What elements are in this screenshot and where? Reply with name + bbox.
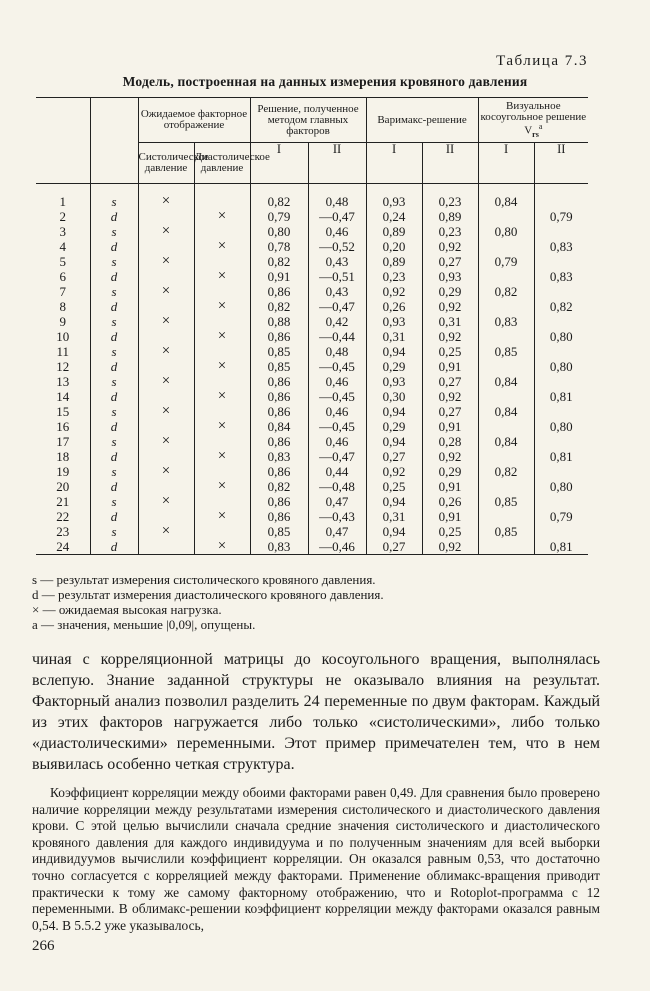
cell-diastolic-mark: × xyxy=(194,539,250,555)
cell-varimax-ii: 0,91 xyxy=(422,479,478,494)
cell-visual-i xyxy=(478,479,534,494)
cell-varimax-ii: 0,27 xyxy=(422,374,478,389)
cell-varimax-i: 0,89 xyxy=(366,224,422,239)
cell-row-number: 11 xyxy=(36,344,90,359)
cell-visual-ii: 0,83 xyxy=(534,269,588,284)
cell-row-number: 17 xyxy=(36,434,90,449)
cell-diastolic-mark: × xyxy=(194,329,250,344)
cell-variable-type: d xyxy=(90,359,138,374)
cell-systolic-mark xyxy=(138,329,194,344)
cell-varimax-i: 0,94 xyxy=(366,434,422,449)
cell-variable-type: s xyxy=(90,464,138,479)
header-visual xyxy=(478,98,588,143)
cell-variable-type: d xyxy=(90,509,138,524)
cell-principal-ii: —0,46 xyxy=(308,539,366,555)
cell-diastolic-mark xyxy=(194,224,250,239)
cell-row-number: 2 xyxy=(36,209,90,224)
header-expected: Ожидаемое факторное отображение xyxy=(138,98,250,143)
table-row xyxy=(36,269,646,284)
cell-visual-ii: 0,80 xyxy=(534,329,588,344)
cell-varimax-i: 0,31 xyxy=(366,509,422,524)
cell-visual-i: 0,84 xyxy=(478,374,534,389)
cell-variable-type: s xyxy=(90,224,138,239)
cell-systolic-mark: × xyxy=(138,314,194,329)
cell-diastolic-mark: × xyxy=(194,449,250,464)
cell-principal-ii: 0,47 xyxy=(308,524,366,539)
cell-diastolic-mark xyxy=(194,524,250,539)
cell-systolic-mark xyxy=(138,449,194,464)
cell-principal-ii: —0,48 xyxy=(308,479,366,494)
table-label: Таблица 7.3 xyxy=(496,53,588,69)
cell-variable-type: s xyxy=(90,404,138,419)
cell-varimax-ii: 0,29 xyxy=(422,284,478,299)
cell-visual-i xyxy=(478,389,534,404)
cell-systolic-mark: × xyxy=(138,524,194,539)
cell-visual-ii xyxy=(534,464,588,479)
header-varimax: Варимакс-решение xyxy=(366,98,478,143)
cell-row-number: 9 xyxy=(36,314,90,329)
cell-principal-ii: 0,46 xyxy=(308,434,366,449)
cell-visual-ii xyxy=(534,404,588,419)
cell-principal-i: 0,91 xyxy=(250,269,308,284)
cell-principal-ii: —0,44 xyxy=(308,329,366,344)
cell-varimax-i: 0,20 xyxy=(366,239,422,254)
cell-row-number: 23 xyxy=(36,524,90,539)
cell-visual-ii: 0,79 xyxy=(534,209,588,224)
cell-visual-i xyxy=(478,509,534,524)
cell-row-number: 24 xyxy=(36,539,90,555)
cell-visual-i: 0,82 xyxy=(478,464,534,479)
cell-visual-i: 0,82 xyxy=(478,284,534,299)
cell-diastolic-mark: × xyxy=(194,239,250,254)
cell-visual-i xyxy=(478,329,534,344)
cell-varimax-i: 0,27 xyxy=(366,539,422,555)
cell-systolic-mark: × xyxy=(138,464,194,479)
table-row xyxy=(36,209,646,224)
header-principal-factors: Решение, полученное методом главных факторов xyxy=(250,98,366,143)
cell-principal-ii: —0,47 xyxy=(308,449,366,464)
table-row xyxy=(36,539,646,555)
cell-visual-ii: 0,81 xyxy=(534,449,588,464)
cell-diastolic-mark xyxy=(194,284,250,299)
cell-systolic-mark xyxy=(138,299,194,314)
cell-varimax-ii: 0,89 xyxy=(422,209,478,224)
cell-principal-i: 0,82 xyxy=(250,254,308,269)
footnote: s — результат измерения систолического кровяного давления. xyxy=(32,572,376,587)
cell-variable-type: s xyxy=(90,254,138,269)
table-row xyxy=(36,314,646,329)
cell-row-number: 20 xyxy=(36,479,90,494)
cell-principal-ii: —0,47 xyxy=(308,299,366,314)
cell-variable-type: d xyxy=(90,539,138,555)
cell-row-number: 15 xyxy=(36,404,90,419)
header-varimax-ii: II xyxy=(422,143,478,184)
cell-systolic-mark: × xyxy=(138,254,194,269)
cell-diastolic-mark: × xyxy=(194,269,250,284)
table-row xyxy=(36,184,646,210)
cell-principal-ii: —0,43 xyxy=(308,509,366,524)
table-row xyxy=(36,359,646,374)
cell-row-number: 8 xyxy=(36,299,90,314)
cell-systolic-mark: × xyxy=(138,404,194,419)
cell-principal-i: 0,78 xyxy=(250,239,308,254)
cell-principal-i: 0,86 xyxy=(250,389,308,404)
cell-visual-i xyxy=(478,269,534,284)
cell-varimax-i: 0,93 xyxy=(366,374,422,389)
cell-variable-type: s xyxy=(90,344,138,359)
cell-principal-i: 0,79 xyxy=(250,209,308,224)
cell-varimax-ii: 0,26 xyxy=(422,494,478,509)
cell-varimax-i: 0,92 xyxy=(366,464,422,479)
cell-diastolic-mark xyxy=(194,374,250,389)
cell-diastolic-mark xyxy=(194,434,250,449)
cell-varimax-i: 0,94 xyxy=(366,494,422,509)
cell-varimax-ii: 0,92 xyxy=(422,329,478,344)
cell-systolic-mark: × xyxy=(138,224,194,239)
cell-row-number: 21 xyxy=(36,494,90,509)
cell-principal-i: 0,86 xyxy=(250,434,308,449)
table-row xyxy=(36,449,646,464)
table-row xyxy=(36,329,646,344)
cell-diastolic-mark xyxy=(194,314,250,329)
cell-principal-i: 0,82 xyxy=(250,299,308,314)
cell-systolic-mark: × xyxy=(138,434,194,449)
cell-row-number: 19 xyxy=(36,464,90,479)
footnote: d — результат измерения диастолического кровяного давления. xyxy=(32,587,384,602)
table-row xyxy=(36,464,646,479)
cell-principal-i: 0,80 xyxy=(250,224,308,239)
cell-principal-i: 0,86 xyxy=(250,464,308,479)
table-row xyxy=(36,509,646,524)
cell-variable-type: s xyxy=(90,374,138,389)
table-row xyxy=(36,524,646,539)
cell-varimax-ii: 0,91 xyxy=(422,359,478,374)
cell-systolic-mark xyxy=(138,509,194,524)
cell-systolic-mark: × xyxy=(138,374,194,389)
cell-principal-i: 0,86 xyxy=(250,509,308,524)
cell-visual-ii xyxy=(534,284,588,299)
cell-visual-i xyxy=(478,539,534,555)
paragraph-1: чиная с корреляционной матрицы до косоугольного вращения, выполнялась вслепую. Знание заданной структуры не оказывало влияния на результат. Факторный анализ позволил разделить 24 переменные по двум факторам. Каждый из этих факторов нагружается либо только «систолическими», либо только «диастолическими» переменными. Этот пример примечателен тем, что в нем выявилась особенно четкая структура. xyxy=(32,651,600,773)
cell-principal-i: 0,88 xyxy=(250,314,308,329)
header-diastolic: Диастолическое давление xyxy=(194,143,250,184)
cell-visual-i: 0,80 xyxy=(478,224,534,239)
cell-principal-ii: —0,51 xyxy=(308,269,366,284)
cell-visual-i: 0,85 xyxy=(478,344,534,359)
cell-varimax-i: 0,23 xyxy=(366,269,422,284)
header-visual-text: Визуальное косоугольное решение V xyxy=(480,100,587,137)
cell-variable-type: s xyxy=(90,434,138,449)
cell-visual-i: 0,85 xyxy=(478,494,534,509)
cell-visual-i xyxy=(478,419,534,434)
cell-row-number: 1 xyxy=(36,184,90,210)
cell-visual-ii: 0,80 xyxy=(534,359,588,374)
cell-row-number: 18 xyxy=(36,449,90,464)
cell-visual-i xyxy=(478,359,534,374)
cell-principal-ii: 0,48 xyxy=(308,344,366,359)
cell-varimax-i: 0,89 xyxy=(366,254,422,269)
table-row xyxy=(36,254,646,269)
cell-varimax-i: 0,26 xyxy=(366,299,422,314)
cell-visual-ii xyxy=(534,254,588,269)
cell-row-number: 12 xyxy=(36,359,90,374)
cell-varimax-ii: 0,25 xyxy=(422,344,478,359)
header-variable-type xyxy=(90,98,138,184)
cell-principal-ii: 0,46 xyxy=(308,224,366,239)
header-varimax-i: I xyxy=(366,143,422,184)
cell-varimax-i: 0,94 xyxy=(366,344,422,359)
cell-visual-ii xyxy=(534,184,588,210)
cell-varimax-i: 0,92 xyxy=(366,284,422,299)
cell-systolic-mark xyxy=(138,419,194,434)
cell-row-number: 6 xyxy=(36,269,90,284)
cell-principal-ii: —0,52 xyxy=(308,239,366,254)
cell-varimax-i: 0,25 xyxy=(366,479,422,494)
cell-varimax-ii: 0,92 xyxy=(422,299,478,314)
cell-systolic-mark xyxy=(138,359,194,374)
cell-variable-type: d xyxy=(90,479,138,494)
cell-varimax-i: 0,93 xyxy=(366,314,422,329)
cell-principal-i: 0,86 xyxy=(250,284,308,299)
cell-visual-ii: 0,81 xyxy=(534,389,588,404)
cell-varimax-i: 0,30 xyxy=(366,389,422,404)
table-row xyxy=(36,419,646,434)
cell-systolic-mark xyxy=(138,389,194,404)
cell-principal-ii: 0,43 xyxy=(308,284,366,299)
cell-principal-ii: 0,43 xyxy=(308,254,366,269)
cell-varimax-i: 0,94 xyxy=(366,524,422,539)
cell-systolic-mark: × xyxy=(138,284,194,299)
cell-diastolic-mark xyxy=(194,344,250,359)
cell-diastolic-mark xyxy=(194,254,250,269)
loadings-table xyxy=(36,97,646,555)
cell-systolic-mark xyxy=(138,269,194,284)
cell-principal-ii: 0,47 xyxy=(308,494,366,509)
cell-diastolic-mark: × xyxy=(194,419,250,434)
cell-systolic-mark xyxy=(138,539,194,555)
cell-principal-i: 0,86 xyxy=(250,494,308,509)
cell-varimax-ii: 0,23 xyxy=(422,224,478,239)
cell-visual-ii: 0,80 xyxy=(534,419,588,434)
cell-varimax-ii: 0,25 xyxy=(422,524,478,539)
cell-diastolic-mark: × xyxy=(194,479,250,494)
cell-variable-type: s xyxy=(90,524,138,539)
cell-principal-ii: —0,47 xyxy=(308,209,366,224)
cell-varimax-ii: 0,29 xyxy=(422,464,478,479)
cell-visual-i xyxy=(478,239,534,254)
cell-visual-i: 0,85 xyxy=(478,524,534,539)
cell-visual-ii xyxy=(534,524,588,539)
cell-varimax-ii: 0,92 xyxy=(422,539,478,555)
cell-visual-i xyxy=(478,209,534,224)
paragraph-2: Коэффициент корреляции между обоими факторами равен 0,49. Для сравнения было проверено наличие корреляции между результатами измерения систолического и диастолического давления крови. С этой целью вычислили сначала средние значения систолического и диастолического кровяного давления для каждого индивидуума и по полученным значениям для всей выборки индивидуумов вычислили коэффициент корреляции. Он оказался равным 0,53, что достаточно точно согласуется с корреляцией между факторами. Применение облимакс-вращения приводит практически к тому же самому факторному отображению, что и Rotoplot-программа с 12 переменными. В облимакс-решении коэффициент корреляции между факторами оказался равным 0,54. В 5.5.2 уже указывалось, xyxy=(32,785,600,933)
cell-variable-type: s xyxy=(90,284,138,299)
cell-row-number: 10 xyxy=(36,329,90,344)
cell-principal-i: 0,82 xyxy=(250,184,308,210)
table-row xyxy=(36,344,646,359)
cell-principal-i: 0,85 xyxy=(250,359,308,374)
cell-principal-ii: 0,48 xyxy=(308,184,366,210)
cell-varimax-ii: 0,92 xyxy=(422,449,478,464)
cell-principal-i: 0,83 xyxy=(250,539,308,555)
cell-diastolic-mark: × xyxy=(194,359,250,374)
cell-visual-ii: 0,82 xyxy=(534,299,588,314)
header-visual-ii: II xyxy=(534,143,588,184)
cell-varimax-ii: 0,92 xyxy=(422,239,478,254)
header-principal-i: I xyxy=(250,143,308,184)
cell-principal-i: 0,82 xyxy=(250,479,308,494)
cell-principal-ii: 0,46 xyxy=(308,374,366,389)
table-row xyxy=(36,299,646,314)
cell-principal-i: 0,86 xyxy=(250,329,308,344)
cell-variable-type: d xyxy=(90,269,138,284)
cell-principal-ii: 0,44 xyxy=(308,464,366,479)
cell-diastolic-mark: × xyxy=(194,299,250,314)
cell-diastolic-mark: × xyxy=(194,389,250,404)
header-systolic: Систолическое давление xyxy=(138,143,194,184)
table-row xyxy=(36,404,646,419)
cell-variable-type: d xyxy=(90,239,138,254)
header-visual-sub: rs xyxy=(532,129,539,139)
cell-varimax-i: 0,31 xyxy=(366,329,422,344)
cell-diastolic-mark xyxy=(194,404,250,419)
cell-systolic-mark xyxy=(138,239,194,254)
cell-visual-ii xyxy=(534,314,588,329)
footnote: а — значения, меньшие |0,09|, опущены. xyxy=(32,617,256,632)
cell-variable-type: d xyxy=(90,389,138,404)
cell-variable-type: d xyxy=(90,449,138,464)
cell-visual-i xyxy=(478,299,534,314)
cell-visual-ii: 0,81 xyxy=(534,539,588,555)
cell-visual-i: 0,84 xyxy=(478,404,534,419)
cell-visual-i: 0,83 xyxy=(478,314,534,329)
cell-variable-type: d xyxy=(90,329,138,344)
cell-systolic-mark xyxy=(138,209,194,224)
table-row xyxy=(36,239,646,254)
table-row xyxy=(36,434,646,449)
cell-variable-type: d xyxy=(90,299,138,314)
cell-principal-ii: 0,42 xyxy=(308,314,366,329)
cell-principal-i: 0,83 xyxy=(250,449,308,464)
cell-variable-type: d xyxy=(90,209,138,224)
cell-visual-ii xyxy=(534,374,588,389)
cell-visual-ii xyxy=(534,494,588,509)
cell-row-number: 5 xyxy=(36,254,90,269)
cell-diastolic-mark xyxy=(194,494,250,509)
cell-visual-ii xyxy=(534,224,588,239)
cell-visual-ii: 0,80 xyxy=(534,479,588,494)
cell-diastolic-mark xyxy=(194,464,250,479)
cell-principal-i: 0,86 xyxy=(250,374,308,389)
cell-varimax-i: 0,27 xyxy=(366,449,422,464)
table-title: Модель, построенная на данных измерения кровяного давления xyxy=(122,74,528,89)
cell-row-number: 4 xyxy=(36,239,90,254)
cell-row-number: 22 xyxy=(36,509,90,524)
cell-visual-i: 0,79 xyxy=(478,254,534,269)
cell-systolic-mark: × xyxy=(138,184,194,210)
cell-systolic-mark: × xyxy=(138,494,194,509)
cell-diastolic-mark xyxy=(194,184,250,210)
cell-principal-ii: —0,45 xyxy=(308,389,366,404)
cell-varimax-ii: 0,31 xyxy=(422,314,478,329)
cell-varimax-ii: 0,23 xyxy=(422,184,478,210)
header-principal-ii: II xyxy=(308,143,366,184)
cell-visual-ii xyxy=(534,434,588,449)
cell-varimax-ii: 0,91 xyxy=(422,509,478,524)
table-body xyxy=(36,184,646,555)
cell-visual-i: 0,84 xyxy=(478,434,534,449)
cell-visual-ii xyxy=(534,344,588,359)
cell-varimax-ii: 0,93 xyxy=(422,269,478,284)
cell-varimax-ii: 0,27 xyxy=(422,254,478,269)
cell-row-number: 14 xyxy=(36,389,90,404)
header-visual-i: I xyxy=(478,143,534,184)
table-row xyxy=(36,224,646,239)
table-row xyxy=(36,389,646,404)
cell-principal-i: 0,84 xyxy=(250,419,308,434)
cell-variable-type: d xyxy=(90,419,138,434)
cell-row-number: 13 xyxy=(36,374,90,389)
cell-principal-i: 0,85 xyxy=(250,344,308,359)
cell-principal-ii: 0,46 xyxy=(308,404,366,419)
cell-principal-ii: —0,45 xyxy=(308,359,366,374)
table-row xyxy=(36,284,646,299)
cell-variable-type: s xyxy=(90,494,138,509)
footnote: × — ожидаемая высокая нагрузка. xyxy=(32,602,222,617)
cell-visual-ii: 0,83 xyxy=(534,239,588,254)
header-visual-sup: а xyxy=(538,122,543,132)
cell-visual-i xyxy=(478,449,534,464)
cell-visual-i: 0,84 xyxy=(478,184,534,210)
cell-row-number: 16 xyxy=(36,419,90,434)
cell-varimax-ii: 0,28 xyxy=(422,434,478,449)
cell-varimax-i: 0,93 xyxy=(366,184,422,210)
cell-systolic-mark: × xyxy=(138,344,194,359)
cell-varimax-i: 0,24 xyxy=(366,209,422,224)
cell-principal-i: 0,86 xyxy=(250,404,308,419)
cell-varimax-ii: 0,27 xyxy=(422,404,478,419)
cell-row-number: 3 xyxy=(36,224,90,239)
cell-variable-type: s xyxy=(90,184,138,210)
cell-variable-type: s xyxy=(90,314,138,329)
table-row xyxy=(36,494,646,509)
cell-diastolic-mark: × xyxy=(194,209,250,224)
page-number: 266 xyxy=(32,938,55,954)
cell-varimax-i: 0,94 xyxy=(366,404,422,419)
header-row-number xyxy=(36,98,90,184)
cell-varimax-i: 0,29 xyxy=(366,359,422,374)
cell-varimax-i: 0,29 xyxy=(366,419,422,434)
cell-row-number: 7 xyxy=(36,284,90,299)
cell-varimax-ii: 0,92 xyxy=(422,389,478,404)
cell-diastolic-mark: × xyxy=(194,509,250,524)
cell-principal-i: 0,85 xyxy=(250,524,308,539)
cell-varimax-ii: 0,91 xyxy=(422,419,478,434)
cell-systolic-mark xyxy=(138,479,194,494)
cell-principal-ii: —0,45 xyxy=(308,419,366,434)
table-row xyxy=(36,374,646,389)
table-row xyxy=(36,479,646,494)
cell-visual-ii: 0,79 xyxy=(534,509,588,524)
